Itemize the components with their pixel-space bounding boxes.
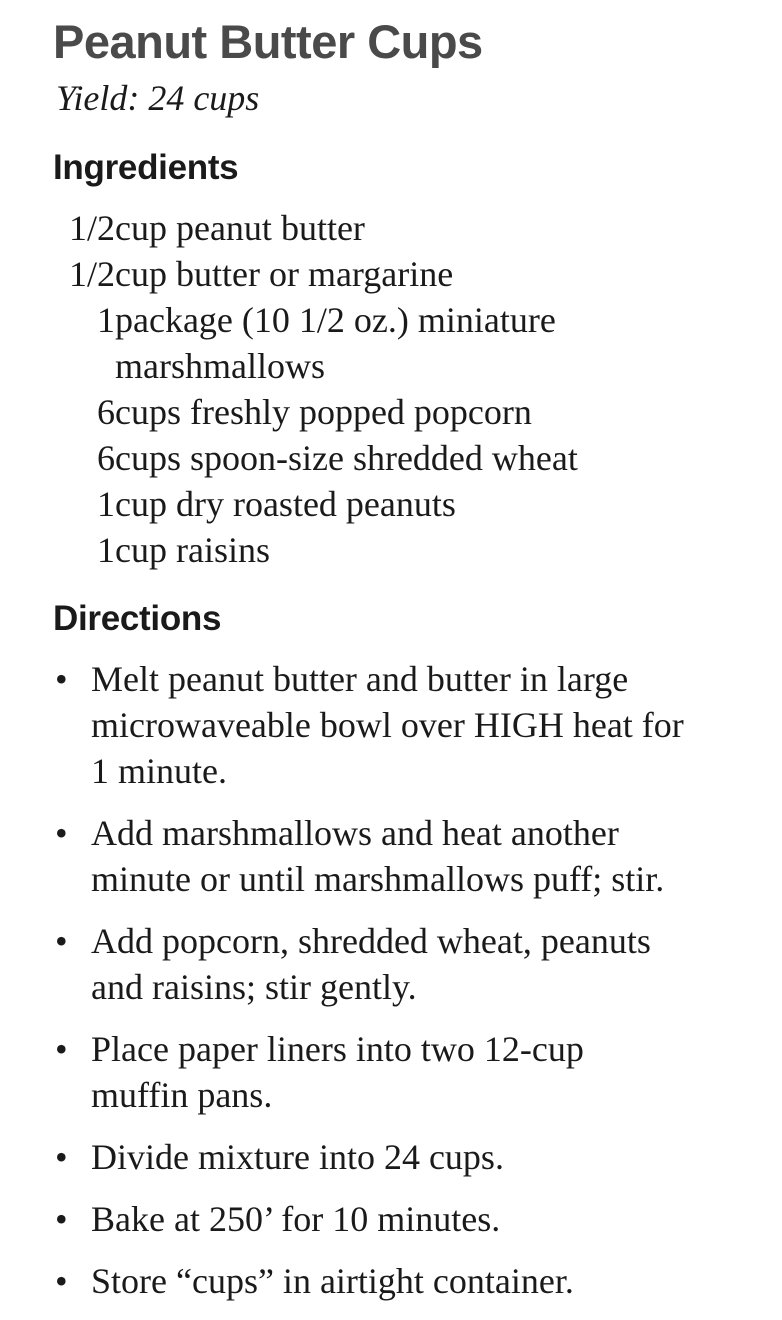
direction-text: Store “cups” in airtight container. — [91, 1261, 574, 1301]
ingredient-item — [53, 389, 578, 435]
ingredient-item — [53, 297, 578, 389]
bullet-icon: • — [55, 659, 68, 699]
direction-text: Bake at 250’ for 10 minutes. — [91, 1199, 501, 1239]
ingredient-text: cups spoon-size shredded wheat — [115, 438, 578, 478]
ingredient-item — [53, 527, 578, 573]
ingredients-list — [53, 205, 578, 573]
direction-step — [53, 1134, 778, 1180]
ingredient-item — [53, 205, 578, 251]
ingredient-text: cup dry roasted peanuts — [115, 484, 456, 524]
bullet-icon: • — [55, 1029, 68, 1069]
direction-text: Add popcorn, shredded wheat, peanuts and raisins; stir gently. — [91, 921, 651, 1007]
ingredient-quantity: 6 — [97, 392, 115, 432]
bullet-icon: • — [55, 1261, 68, 1301]
ingredient-quantity: 6 — [97, 438, 115, 478]
ingredients-heading: Ingredients — [53, 148, 239, 187]
ingredient-quantity: 1/2 — [68, 208, 115, 248]
direction-step — [53, 1026, 778, 1118]
bullet-icon: • — [55, 921, 68, 961]
directions-list — [53, 656, 778, 1320]
direction-step — [53, 656, 778, 794]
recipe-title: Peanut Butter Cups — [53, 15, 483, 68]
ingredient-quantity: 1 — [97, 484, 115, 524]
ingredient-quantity: 1/2 — [68, 254, 115, 294]
bullet-icon: • — [55, 1137, 68, 1177]
ingredient-text: cup butter or margarine — [115, 254, 454, 294]
recipe-yield: Yield: 24 cups — [56, 78, 260, 118]
ingredient-quantity: 1 — [97, 300, 115, 340]
ingredient-text: package (10 1/2 oz.) miniature marshmallows — [115, 300, 556, 386]
direction-step — [53, 918, 778, 1010]
direction-text: Melt peanut butter and butter in large microwaveable bowl over HIGH heat for 1 minute. — [91, 659, 684, 791]
bullet-icon: • — [55, 813, 68, 853]
bullet-icon: • — [55, 1199, 68, 1239]
directions-heading: Directions — [53, 599, 222, 638]
direction-text: Add marshmallows and heat another minute or until marshmallows puff; stir. — [91, 813, 665, 899]
ingredient-quantity: 1 — [97, 530, 115, 570]
ingredient-item — [53, 435, 578, 481]
ingredient-text: cup peanut butter — [115, 208, 365, 248]
direction-step — [53, 1258, 778, 1304]
direction-step — [53, 810, 778, 902]
ingredient-text: cup raisins — [115, 530, 270, 570]
ingredient-text: cups freshly popped popcorn — [115, 392, 532, 432]
ingredient-item — [53, 251, 578, 297]
direction-step — [53, 1196, 778, 1242]
ingredient-item — [53, 481, 578, 527]
direction-text: Divide mixture into 24 cups. — [91, 1137, 504, 1177]
direction-text: Place paper liners into two 12-cup muffin pans. — [91, 1029, 584, 1115]
